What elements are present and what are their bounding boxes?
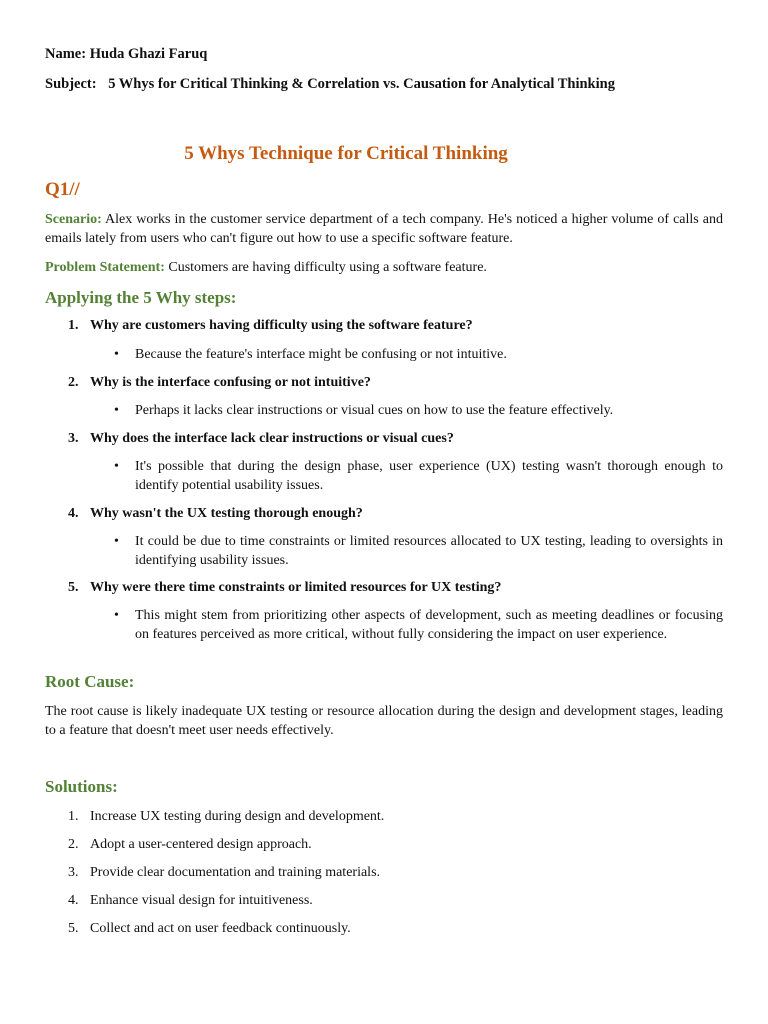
- why-answer: It's possible that during the design phase, user experience (UX) testing wasn't thorough enough to identify potential usability issues.: [135, 459, 723, 493]
- why-number: 5.: [68, 580, 79, 595]
- problem-statement-label: Problem Statement:: [45, 260, 165, 275]
- why-question: Why wasn't the UX testing thorough enough?: [90, 506, 363, 521]
- question-label: Q1//: [45, 179, 80, 200]
- root-cause-text: The root cause is likely inadequate UX testing or resource allocation during the design and development stages, leading to a feature that doesn't meet user needs effectively.: [45, 704, 723, 738]
- steps-heading: Applying the 5 Why steps:: [45, 288, 237, 307]
- bullet-icon: •: [114, 459, 119, 474]
- problem-statement-paragraph: [45, 258, 723, 277]
- solutions-heading: Solutions:: [45, 777, 118, 796]
- scenario-paragraph: [45, 210, 723, 248]
- why-number: 4.: [68, 506, 79, 521]
- solution-item: Increase UX testing during design and development.: [90, 809, 385, 824]
- document-title: 5 Whys Technique for Critical Thinking: [184, 143, 508, 164]
- scenario-text: Alex works in the customer service department of a tech company. He's noticed a higher volume of calls and emails lately from users who can't figure out how to use a specific software feature.: [45, 212, 723, 246]
- solution-item: Collect and act on user feedback continuously.: [90, 921, 351, 936]
- problem-statement-text: Customers are having difficulty using a software feature.: [164, 260, 487, 275]
- why-question: Why does the interface lack clear instructions or visual cues?: [90, 431, 454, 446]
- subject-line: [45, 76, 615, 93]
- name-line: Name: Huda Ghazi Faruq: [45, 46, 208, 62]
- subject-text: 5 Whys for Critical Thinking & Correlation vs. Causation for Analytical Thinking: [108, 76, 615, 92]
- bullet-icon: •: [114, 608, 119, 623]
- bullet-icon: •: [114, 347, 119, 362]
- scenario-label: Scenario:: [45, 212, 102, 227]
- bullet-icon: •: [114, 534, 119, 549]
- why-number: 1.: [68, 318, 79, 333]
- solution-number: 1.: [68, 809, 79, 824]
- why-answer: Because the feature's interface might be confusing or not intuitive.: [135, 347, 507, 362]
- why-number: 3.: [68, 431, 79, 446]
- subject-label: Subject:: [45, 76, 97, 92]
- solution-number: 3.: [68, 865, 79, 880]
- solution-item: Adopt a user-centered design approach.: [90, 837, 312, 852]
- why-answer: Perhaps it lacks clear instructions or visual cues on how to use the feature effectively.: [135, 403, 614, 418]
- why-answer: This might stem from prioritizing other aspects of development, such as meeting deadlines or focusing on features perceived as more critical, without fully considering the impact on user experience.: [135, 608, 723, 642]
- solution-number: 2.: [68, 837, 79, 852]
- why-question: Why were there time constraints or limited resources for UX testing?: [90, 580, 502, 595]
- solution-item: Enhance visual design for intuitiveness.: [90, 893, 313, 908]
- why-number: 2.: [68, 375, 79, 390]
- solution-item: Provide clear documentation and training materials.: [90, 865, 381, 880]
- why-question: Why are customers having difficulty using the software feature?: [90, 318, 473, 333]
- why-question: Why is the interface confusing or not intuitive?: [90, 375, 371, 390]
- why-answer: It could be due to time constraints or limited resources allocated to UX testing, leading to oversights in identifying usability issues.: [135, 534, 723, 568]
- solution-number: 4.: [68, 893, 79, 908]
- bullet-icon: •: [114, 403, 119, 418]
- solution-number: 5.: [68, 921, 79, 936]
- root-cause-heading: Root Cause:: [45, 672, 135, 691]
